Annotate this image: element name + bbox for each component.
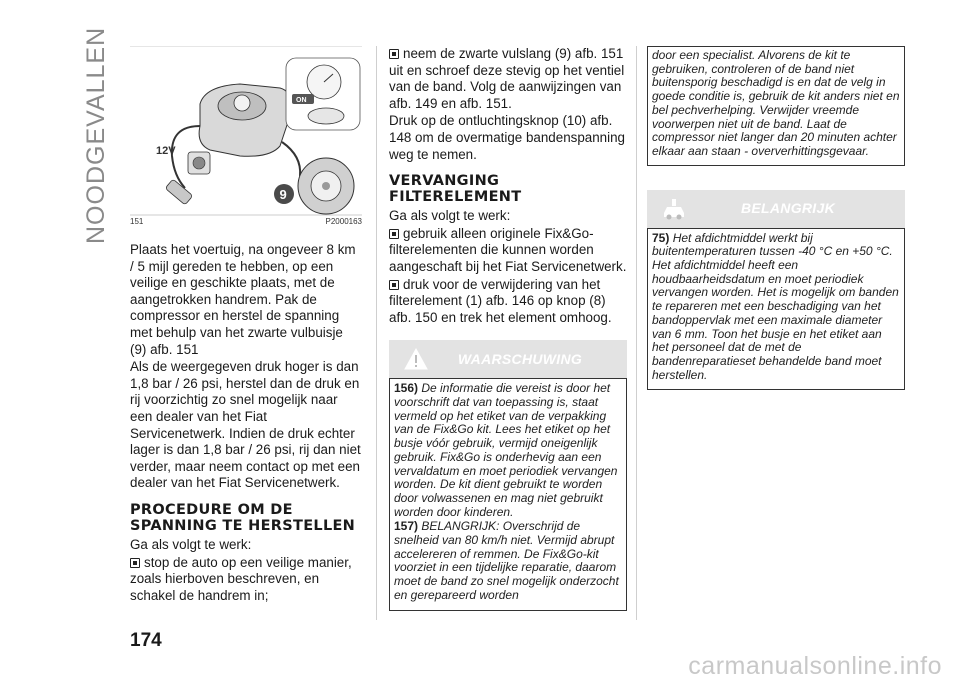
important-box xyxy=(647,228,905,391)
on-label: ON xyxy=(296,97,307,104)
paragraph-deflate: Druk op de ontluchtingsknop (10) afb. 148 om de overmatige bandenspanning weg te nemen. xyxy=(389,113,625,162)
column-divider-1 xyxy=(376,46,377,620)
column-2 xyxy=(389,46,627,611)
compressor-illustration xyxy=(130,46,362,216)
checkbox-bullet-icon xyxy=(130,558,140,568)
section-title: NOODGEVALLEN xyxy=(82,26,110,244)
compressor-figure xyxy=(130,46,362,228)
important-banner xyxy=(647,190,905,228)
checkbox-bullet-icon xyxy=(389,229,399,239)
column-3 xyxy=(647,46,905,390)
warning-triangle-icon xyxy=(403,347,429,371)
note-75: 75) Het afdichtmiddel werkt bij buitentemperaturen tussen -40 °C en +50 °C. Het afdichtmiddel heeft een houdbaarheidsdatum en moet periodiek vervangen worden. Het is mogelijk om banden te repareren met een beschadiging van het bandoppervlak met een maximale diameter van 6 mm. Toon het busje en het etiket aan het personeel dat de met de bandenreparatieset behandelde band moet herstellen. xyxy=(652,230,899,382)
list-item: stop de auto op een veilige manier, zoals hierboven beschreven, en schakel de handrem in; xyxy=(130,554,352,603)
checkbox-bullet-icon xyxy=(389,49,399,59)
warning-label: WAARSCHUWING xyxy=(457,351,583,368)
paragraph-position-vehicle: Plaats het voertuig, na ongeveer 8 km / 5 mijl gereden te hebben, op een veilige en geschikte plaats, met de aangetrokken handrem. Pak de compressor en herstel de spanning met behulp van het zwarte vulbuisje (9) afb. 151 xyxy=(130,242,356,357)
warning-continuation: door een specialist. Alvorens de kit te gebruiken, controleren of de band niet buitensporig beschadigd is en dat de velg in goede conditie is, gebruik de kit anders niet en bel pechverhelping. Verwijder vreemde voorwerpen niet uit de band. Laat de compressor niet langer dan 20 minuten achter elkaar aan staan - oververhittingsgevaar. xyxy=(652,48,900,158)
footer-watermark: carmanualsonline.info xyxy=(688,652,942,680)
checkbox-bullet-icon xyxy=(389,280,399,290)
callout-9: 9 xyxy=(279,187,287,202)
list-item: neem de zwarte vulslang (9) afb. 151 uit en schroef deze stevig op het ventiel van de band. Volg de aanwijzingen van afb. 149 en afb. 151. xyxy=(389,46,625,111)
figure-number: 151 xyxy=(130,217,144,226)
procedure-intro: Ga als volgt te werk: xyxy=(389,208,511,224)
important-label: BELANGRIJK xyxy=(740,200,835,217)
warning-continuation-box xyxy=(647,46,905,166)
list-item: gebruik alleen originele Fix&Go-filterelementen die kunnen worden aangeschaft bij het Fiat Servicenetwerk. xyxy=(389,225,627,274)
list-item: druk voor de verwijdering van het filterelement (1) afb. 146 op knop (8) afb. 150 en trek het element omhoog. xyxy=(389,276,612,325)
heading-restore-pressure: PROCEDURE OM DE SPANNING TE HERSTELLEN xyxy=(130,501,356,534)
paragraph-pressure-check: Als de weergegeven druk hoger is dan 1,8 bar / 26 psi, herstel dan de druk en rij voorzichtig zo snel mogelijk naar een dealer van het Fiat Servicenetwerk. Indien de druk echter lager is dan 1,8 bar / 26 psi, rij dan niet verder, maar neem contact op met een dealer van het Fiat Servicenetwerk. xyxy=(130,359,361,491)
page-number: 174 xyxy=(130,630,162,651)
warning-banner xyxy=(389,340,627,378)
warning-157: 157) BELANGRIJK: Overschrijd de snelheid van 80 km/h niet. Vermijd abrupt accelereren of remmen. De Fix&Go-kit voorziet in een tijdelijke reparatie, daarom moet de band zo snel mogelijk onderzocht en gerepareerd worden xyxy=(394,519,619,602)
warning-156: 156) De informatie die vereist is door het voorschrift dat van toepassing is, staat vermeld op het etiket van de verpakking van de Fix&Go kit. Lees het etiket op het busje vóór gebruik, vermijd oneigenlijk gebruik. Fix&Go is onderhevig aan een vervaldatum en moet periodiek vervangen worden. De kit dient gebruikt te worden door volwassenen en mag niet gebruikt worden door kinderen. xyxy=(394,381,618,519)
column-divider-2 xyxy=(636,46,637,620)
car-wrench-icon xyxy=(661,197,687,221)
warning-box xyxy=(389,378,627,610)
column-1 xyxy=(130,242,362,605)
heading-filter-replacement: VERVANGING FILTERELEMENT xyxy=(389,173,522,206)
figure-code: P2000163 xyxy=(325,217,362,226)
procedure-intro: Ga als volgt te werk: xyxy=(130,536,252,552)
voltage-label: 12V xyxy=(156,145,176,157)
